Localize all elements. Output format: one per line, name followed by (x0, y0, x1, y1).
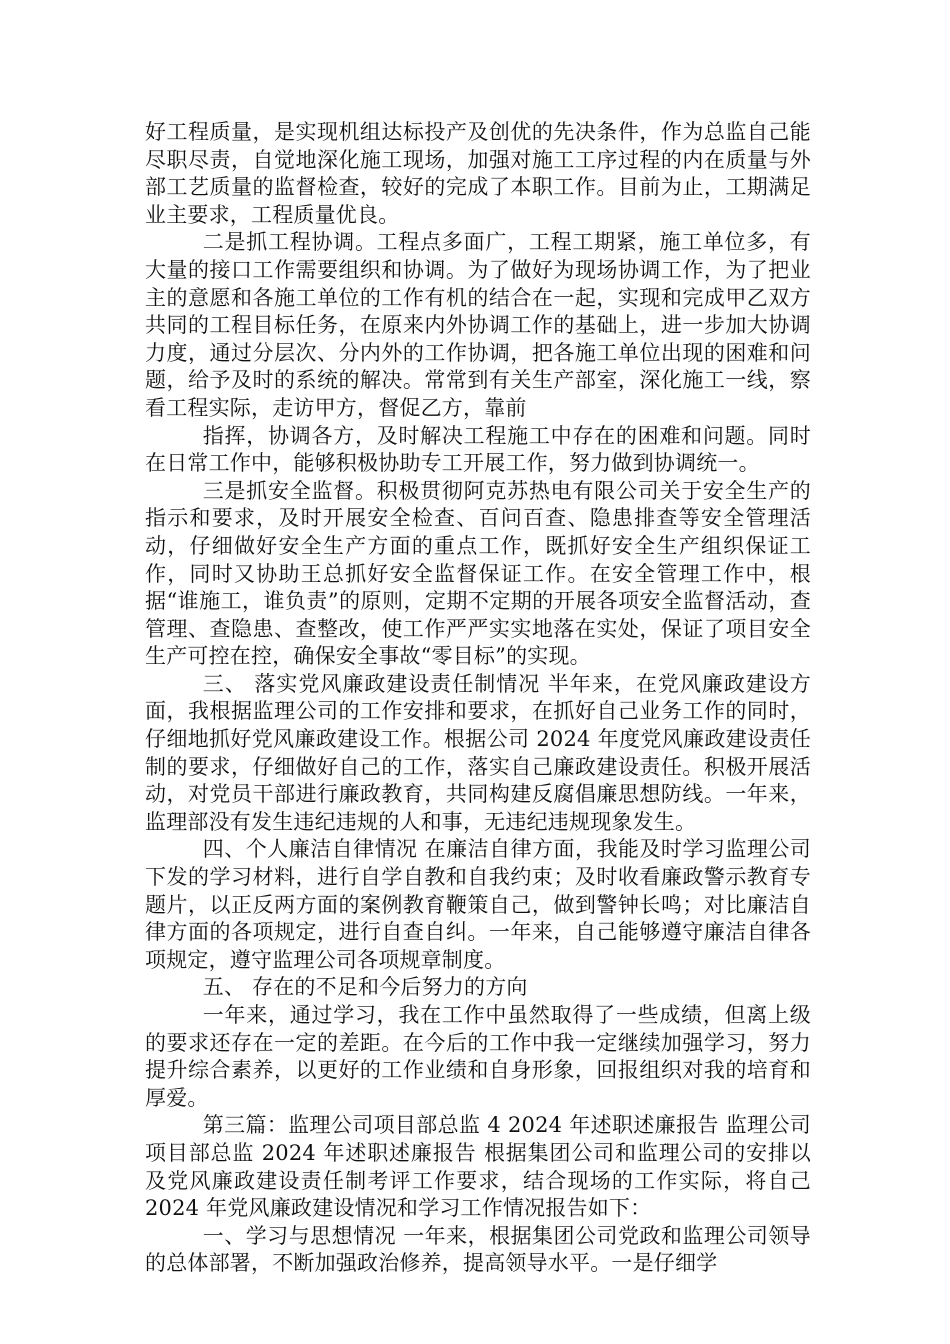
paragraph-third-report-intro: 第三篇：监理公司项目部总监 4 2024 年述职述廉报告 监理公司项目部总监 2024 年述职述廉报告 根据集团公司和监理公司的安排以及党风廉政建设责任制考评工作要求，结合现场的工作实际，将自己 2024 年党风廉政建设情况和学习工作情况报告如下： (145, 1113, 811, 1221)
paragraph-project-quality: 好工程质量，是实现机组达标投产及创优的先决条件，作为总监自己能尽职尽责，自觉地深化施工现场，加强对施工工序过程的内在质量与外部工艺质量的监督检查，较好的完成了本职工作。目前为止，工期满足业主要求，工程质量优良。 (145, 120, 811, 227)
paragraph-command-coordination: 指挥，协调各方，及时解决工程施工中存在的困难和问题。同时在日常工作中，能够积极协助专工开展工作，努力做到协调统一。 (145, 423, 811, 476)
paragraph-study-and-thinking: 一、学习与思想情况 一年来，根据集团公司党政和监理公司领导的总体部署，不断加强政治修养，提高领导水平。一是仔细学 (145, 1223, 811, 1276)
paragraph-coordination: 二是抓工程协调。工程点多面广，工程工期紧，施工单位多，有大量的接口工作需要组织和协调。为了做好为现场协调工作，为了把业主的意愿和各施工单位的工作有机的结合在一起，实现和完成甲乙双方共同的工程目标任务，在原来内外协调工作的基础上，进一步加大协调力度，通过分层次、分内外的工作协调，把各施工单位出现的困难和问题，给予及时的系统的解决。常常到有关生产部室，深化施工一线，察看工程实际，走访甲方，督促乙方，靠前 (145, 230, 811, 420)
paragraph-safety-supervision: 三是抓安全监督。积极贯彻阿克苏热电有限公司关于安全生产的指示和要求，及时开展安全检查、百问百查、隐患排查等安全管理活动，仔细做好安全生产方面的重点工作，既抓好安全生产组织保证工作，同时又协助王总抓好安全监督保证工作。在安全管理工作中，根据“谁施工，谁负责”的原则，定期不定期的开展各项安全监督活动，查管理、查隐患、查整改，使工作严严实实地落在实处，保证了项目安全生产可控在控，确保安全事故“零目标”的实现。 (145, 478, 811, 669)
paragraph-party-integrity-responsibility: 三、 落实党风廉政建设责任制情况 半年来，在党风廉政建设方面，我根据监理公司的工作安排和要求，在抓好自己业务工作的同时，仔细地抓好党风廉政建设工作。根据公司 2024 年度党风廉政建设责任制的要求，仔细做好自己的工作，落实自己廉政建设责任。积极开展活动，对党员干部进行廉政教育，共同构建反腐倡廉思想防线。一年来，监理部没有发生违纪违规的人和事，无违纪违规现象发生。 (145, 671, 811, 834)
document-body (145, 119, 811, 1278)
paragraph-shortcomings-body: 一年来，通过学习，我在工作中虽然取得了一些成绩，但离上级的要求还存在一定的差距。在今后的工作中我一定继续加强学习，努力提升综合素养，以更好的工作业绩和自身形象，回报组织对我的培育和厚爱。 (145, 1003, 811, 1110)
paragraph-shortcomings-heading: 五、 存在的不足和今后努力的方向 (202, 975, 528, 1000)
paragraph-personal-self-discipline: 四、个人廉洁自律情况 在廉洁自律方面，我能及时学习监理公司下发的学习材料，进行自学自教和自我约束；及时收看廉政警示教育专题片，以正反两方面的案例教育鞭策自己，做到警钟长鸣；对比廉洁自律方面的各项规定，进行自查自纠。一年来，自己能够遵守廉洁自律各项规定，遵守监理公司各项规章制度。 (145, 837, 811, 972)
